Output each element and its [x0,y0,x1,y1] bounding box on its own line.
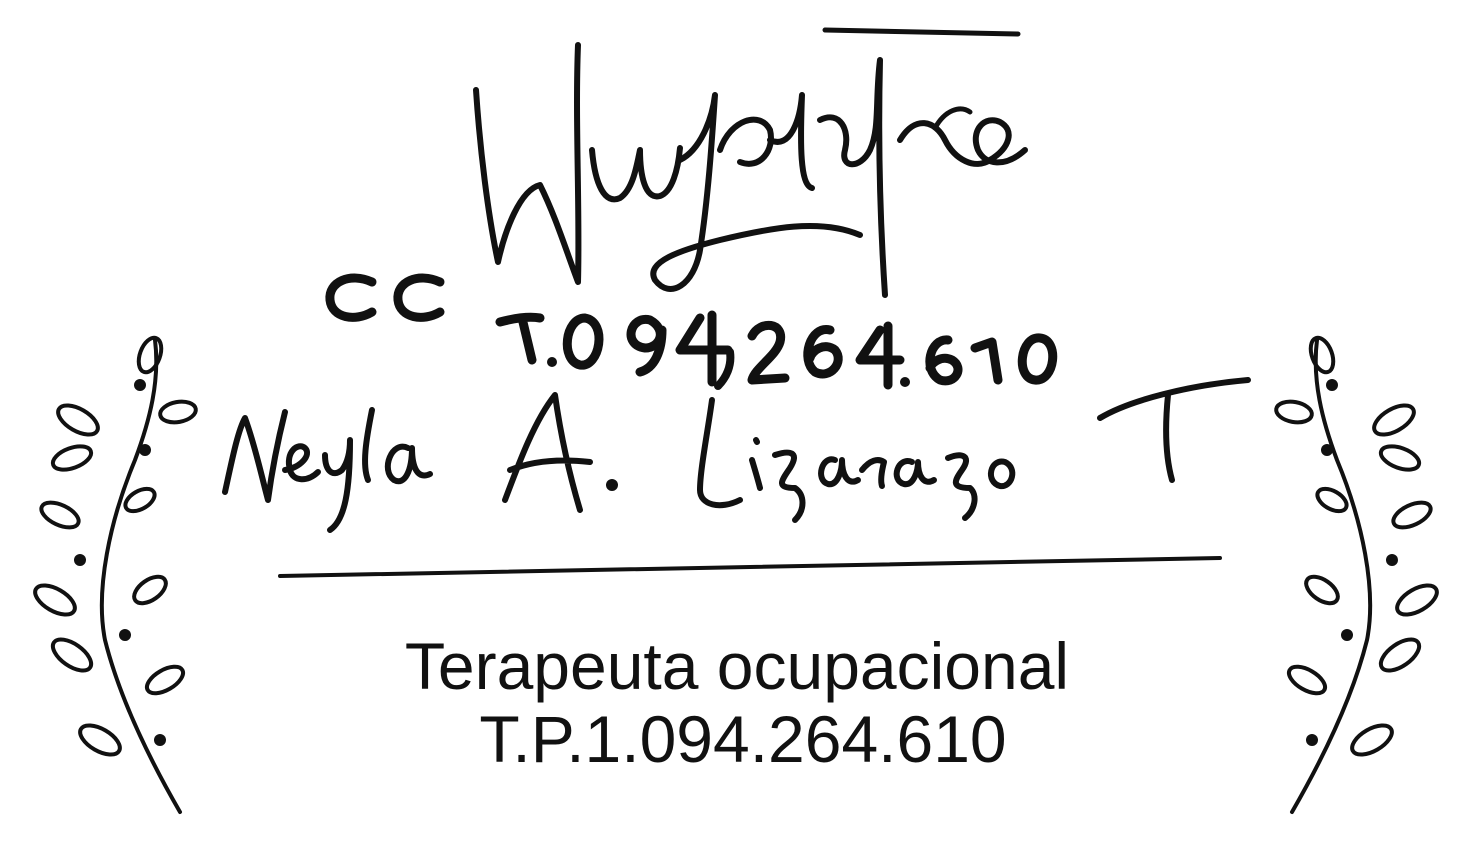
handwritten-id-line [330,278,1053,387]
role-title: Terapeuta ocupacional [404,629,1070,703]
handwritten-name [225,380,1248,530]
professional-license-number: T.P.1.094.264.610 [479,702,1007,776]
top-overline [825,30,1018,34]
handwritten-signature [476,45,1025,295]
signature-underline [280,558,1220,576]
